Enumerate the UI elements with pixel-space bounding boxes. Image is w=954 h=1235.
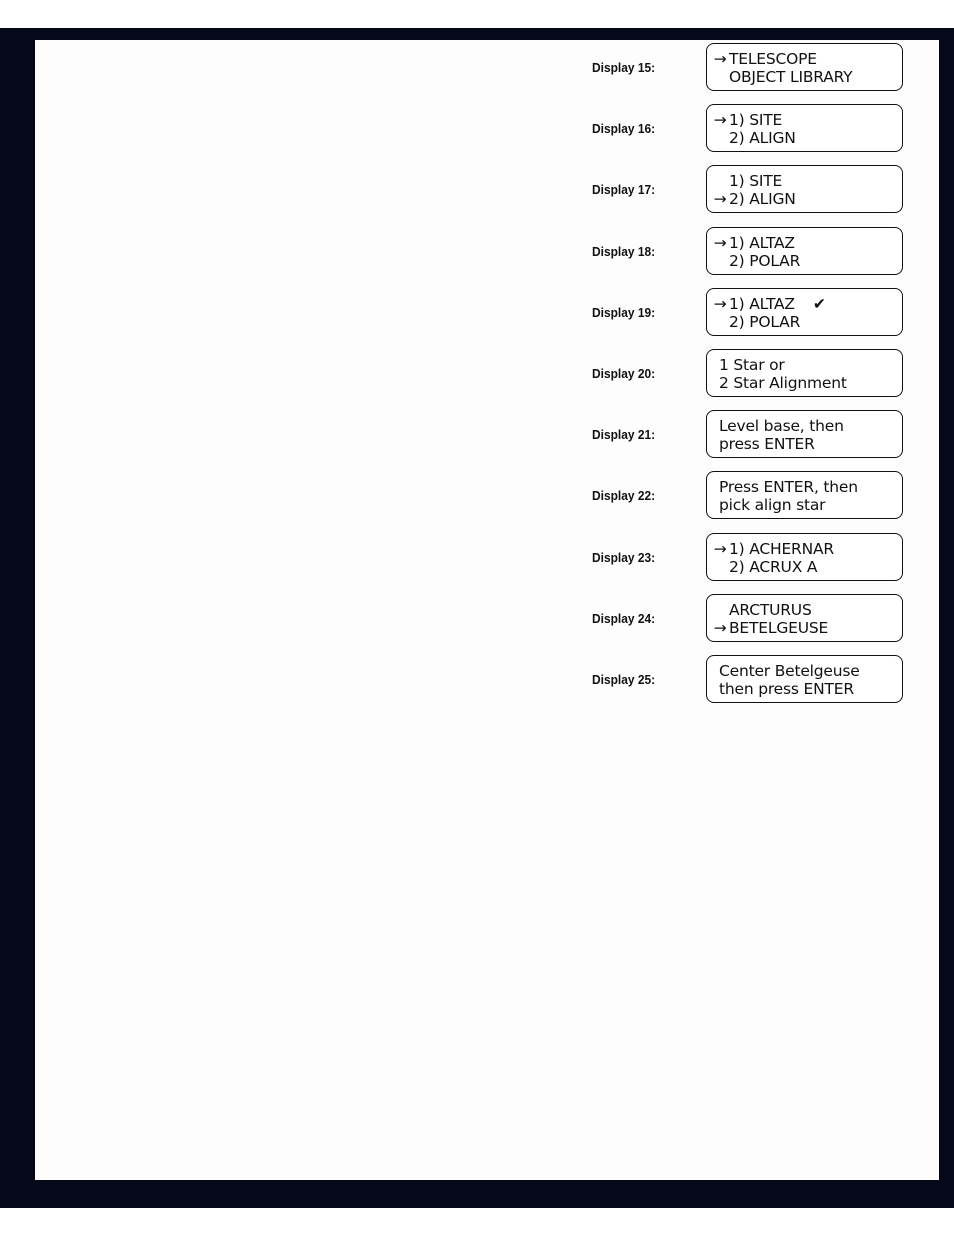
lcd-text: 2) ALIGN bbox=[729, 129, 796, 147]
lcd-line-2 bbox=[719, 496, 902, 514]
lcd-line-2 bbox=[711, 313, 902, 331]
display-row bbox=[592, 43, 906, 93]
display-row bbox=[592, 471, 906, 521]
display-row bbox=[592, 655, 906, 705]
lcd-line-1 bbox=[719, 662, 902, 680]
lcd-text: BETELGEUSE bbox=[729, 619, 829, 637]
arrow-icon: → bbox=[713, 111, 727, 129]
lcd-text: OBJECT LIBRARY bbox=[729, 68, 853, 86]
lcd-line-2 bbox=[711, 68, 902, 86]
arrow-icon: → bbox=[713, 295, 727, 313]
lcd-display-box bbox=[706, 349, 903, 397]
lcd-line-1 bbox=[711, 234, 902, 252]
display-row bbox=[592, 288, 906, 338]
display-label: Display 25: bbox=[592, 672, 656, 687]
lcd-display-box bbox=[706, 594, 903, 642]
lcd-line-1 bbox=[719, 356, 902, 374]
display-label: Display 22: bbox=[592, 488, 656, 503]
display-label: Display 23: bbox=[592, 550, 656, 565]
lcd-text: Level base, then bbox=[719, 417, 844, 435]
lcd-text: Press ENTER, then bbox=[719, 478, 858, 496]
lcd-text: 1) ALTAZ bbox=[729, 295, 795, 313]
lcd-display-box bbox=[706, 533, 903, 581]
lcd-line-2 bbox=[719, 680, 902, 698]
lcd-line-2 bbox=[711, 129, 902, 147]
lcd-display-box bbox=[706, 227, 903, 275]
lcd-display-box bbox=[706, 43, 903, 91]
display-label: Display 20: bbox=[592, 366, 656, 381]
lcd-text: 2) POLAR bbox=[729, 313, 801, 331]
lcd-line-1 bbox=[711, 50, 902, 68]
lcd-text: 1) SITE bbox=[729, 111, 783, 129]
lcd-display-box bbox=[706, 471, 903, 519]
lcd-text: 2) ACRUX A bbox=[729, 558, 818, 576]
display-row bbox=[592, 104, 906, 154]
lcd-display-box bbox=[706, 288, 903, 336]
lcd-line-1 bbox=[719, 478, 902, 496]
lcd-text: TELESCOPE bbox=[729, 50, 817, 68]
lcd-display-box bbox=[706, 655, 903, 703]
lcd-line-1 bbox=[711, 601, 902, 619]
lcd-text: 1 Star or bbox=[719, 356, 785, 374]
display-row bbox=[592, 349, 906, 399]
display-label: Display 18: bbox=[592, 244, 656, 259]
arrow-icon: → bbox=[713, 190, 727, 208]
arrow-icon: → bbox=[713, 50, 727, 68]
display-row bbox=[592, 165, 906, 215]
arrow-icon: → bbox=[713, 619, 727, 637]
display-row bbox=[592, 533, 906, 583]
lcd-line-2 bbox=[711, 558, 902, 576]
lcd-display-box bbox=[706, 165, 903, 213]
display-row bbox=[592, 227, 906, 277]
display-label: Display 21: bbox=[592, 427, 656, 442]
lcd-text: then press ENTER bbox=[719, 680, 854, 698]
display-row bbox=[592, 594, 906, 644]
lcd-text: 2 Star Alignment bbox=[719, 374, 847, 392]
lcd-text: 2) POLAR bbox=[729, 252, 801, 270]
lcd-line-2 bbox=[719, 374, 902, 392]
lcd-line-1 bbox=[711, 540, 902, 558]
lcd-line-1 bbox=[711, 295, 902, 313]
lcd-line-2 bbox=[711, 190, 902, 208]
display-label: Display 19: bbox=[592, 305, 656, 320]
lcd-line-2 bbox=[711, 619, 902, 637]
lcd-line-1 bbox=[711, 172, 902, 190]
lcd-line-2 bbox=[711, 252, 902, 270]
display-row bbox=[592, 410, 906, 460]
display-label: Display 15: bbox=[592, 60, 656, 75]
display-label: Display 17: bbox=[592, 182, 656, 197]
lcd-text: 1) ACHERNAR bbox=[729, 540, 834, 558]
display-label: Display 16: bbox=[592, 121, 656, 136]
lcd-text: pick align star bbox=[719, 496, 826, 514]
lcd-display-box bbox=[706, 410, 903, 458]
lcd-line-2 bbox=[719, 435, 902, 453]
arrow-icon: → bbox=[713, 540, 727, 558]
display-label: Display 24: bbox=[592, 611, 656, 626]
lcd-text: ARCTURUS bbox=[729, 601, 812, 619]
checkmark-icon: ✔ bbox=[812, 295, 826, 313]
lcd-text: Center Betelgeuse bbox=[719, 662, 860, 680]
lcd-line-1 bbox=[711, 111, 902, 129]
arrow-icon: → bbox=[713, 234, 727, 252]
lcd-text: press ENTER bbox=[719, 435, 815, 453]
lcd-display-box bbox=[706, 104, 903, 152]
lcd-text: 1) SITE bbox=[729, 172, 783, 190]
lcd-text: 2) ALIGN bbox=[729, 190, 796, 208]
lcd-text: 1) ALTAZ bbox=[729, 234, 795, 252]
lcd-line-1 bbox=[719, 417, 902, 435]
